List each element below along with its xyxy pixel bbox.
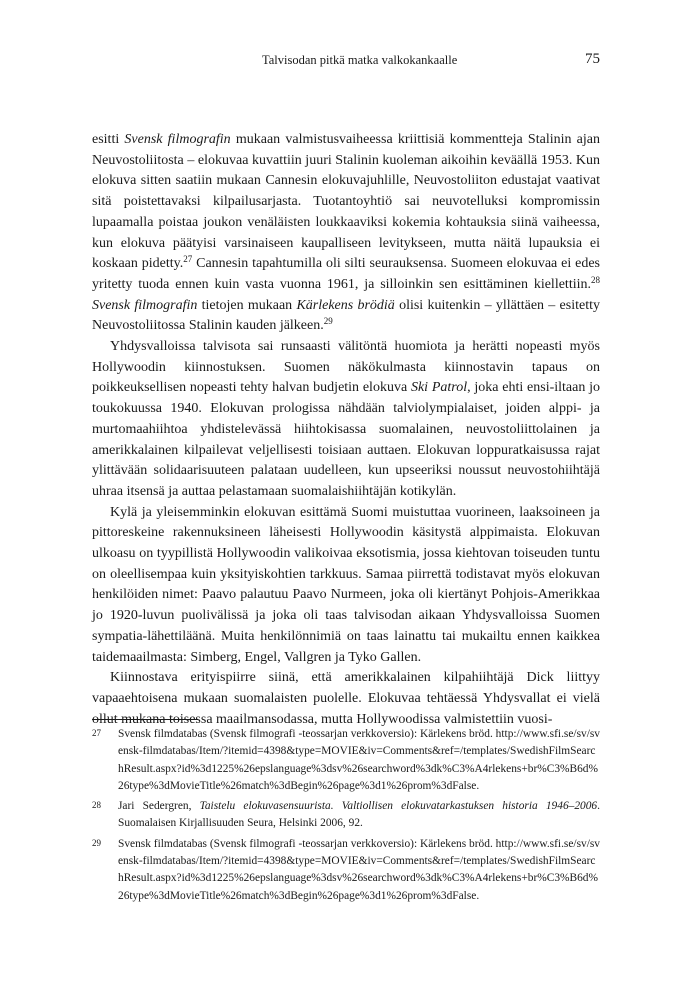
book-title-italic: Taistelu elokuvasensuurista. Valtiollisen elokuvatarkastuksen historia 1946–2006 <box>199 800 598 813</box>
footnote-ref-27: 27 <box>183 254 193 265</box>
text-run: , joka ehti ensi-iltaan jo toukokuussa 1940. Elokuvan prologissa nähdään talviolympialaiset, joiden alppi- ja murtomaahiihtoa yhdistelevässä hiihtokisassa suomalainen, neuvostoliittolainen ja amerikkalainen kilpailevat veljellisesti toisiaan auttaen. Elokuvan loppuratkaisussa rajat ylittävään solidaarisuuteen palataan uudelleen, kun upseeriksi noussut neuvostohiihtäjä uhraa itsensä ja auttaa pelastamaan suomalaishiihtäjän kotikylän. <box>92 380 601 499</box>
footnote-number: 28 <box>92 800 101 811</box>
footnote-number: 29 <box>92 837 101 848</box>
footnote-ref-29: 29 <box>323 316 333 327</box>
text-run: Jari Sedergren, <box>118 800 200 813</box>
footnote-text <box>118 798 600 833</box>
paragraph-3: Kylä ja yleisemminkin elokuvan esittämä Suomi muistuttaa vuorineen, laaksoineen ja pittoreskeine rakennuksineen läheisesti Hollywoodin käsitystä alppimaista. Elokuvan ulkoasu on tyypillistä Hollywoodin valikoivaa eksotismia, jossa kiehtovan toiseuden tuntu on oleellisempaa kuin yksityiskohtien tarkkuus. Samaa piirrettä todistavat myös elokuvan henkilöiden nimet: Paavo palautuu Paavo Nurmeen, joka oli kiertänyt Pohjois-Amerikkaa jo 1920-luvun puolivälissä ja joka oli taas talvisodan aikaan Yhdysvalloissa Suomen sympatia-lähettiläänä. Muita henkilönnimiä on taas lainattu tai mukailtu ennen kaikkea taidemaailmasta: Simberg, Engel, Vallgren ja Tyko Gallen. <box>92 504 600 665</box>
paragraph-2 <box>92 337 600 503</box>
footnote-29 <box>92 836 600 905</box>
text-run: Cannesin tapahtumilla oli silti seurauksensa. Suomeen elokuvaa ei edes yritetty tuoda ennen kuin vasta vuonna 1961, ja silloinkin sen esittäminen kiellettiin. <box>92 256 600 292</box>
paragraph-1 <box>92 130 600 337</box>
paragraph-4: Kiinnostava erityispiirre siinä, että amerikkalainen kilpahiihtäjä Dick liittyy vapaaehtoisena mukaan suomalaisten puolelle. Elokuvaa tehtäessä Yhdysvallat ei vielä ollut mukana toisessa maailmansodassa, mutta Hollywoodissa valmistettiin vuosi- <box>92 670 600 727</box>
footnote-number: 27 <box>92 728 101 738</box>
footnotes <box>92 726 600 908</box>
film-title-italic: Kärlekens brödiä <box>296 297 395 313</box>
title-italic: Svensk filmografin <box>92 297 198 313</box>
footnote-separator <box>92 719 198 720</box>
running-title: Talvisodan pitkä matka valkokankaalle <box>262 53 458 67</box>
text-run: Yhdysvalloissa talvisota sai runsaasti välitöntä huomiota ja herätti nopeasti myös Hollywoodin kiinnostuksen. Suomen näkökulmasta kiinnostavin tapaus on poikkeuksellisen nopeasti tehty halvan budjetin elokuva <box>92 339 600 396</box>
footnote-28 <box>92 798 600 833</box>
text-run: . Suomalaisen Kirjallisuuden Seura, Helsinki 2006, 92. <box>118 800 600 830</box>
text-run: tietojen mukaan <box>197 297 297 313</box>
footnote-27 <box>92 726 600 795</box>
film-title-italic: Ski Patrol <box>410 380 468 396</box>
body-text <box>92 130 600 730</box>
footnote-text: Svensk filmdatabas (Svensk filmografi -teossarjan verkkoversio): Kärlekens bröd. http://www.sfi.se/sv/svensk-filmdatabas/Item/?itemid=4398&type=MOVIE&iv=Comments&ref=/templates/SwedishFilmSearchResult.aspx?id%3d1225%26epslanguage%3dsv%26searchword%3dk%C3%A4rlekens+br%C3%B6d%26type%3dMovieTitle%26match%3dBegin%26page%3d1%26prom%3dFalse. <box>118 728 600 792</box>
text-run: mukaan valmistusvaiheessa kriittisiä kommentteja Stalinin ajan Neuvostoliitosta – elokuvaa kuvattiin juuri Stalinin kuoleman aikoihin keväällä 1953. Kun elokuva sitten saatiin mukaan Cannesin elokuvajuhlille, Neuvostoliiton edustajat vaativat sitä poistettavaksi kilpailusarjasta. Tuotantoyhtiö sai neuvotelluksi kompromissin lupaamalla poistaa joukon venäläisten loukkaaviksi kokemia kohtauksia siinä vaiheessa, kun elokuva päätyisi varsinaiseen kaupalliseen levitykseen, mutta näitä lupauksia ei koskaan pidetty. <box>92 132 600 272</box>
footnote-text: Svensk filmdatabas (Svensk filmografi -teossarjan verkkoversio): Kärlekens bröd. http://www.sfi.se/sv/svensk-filmdatabas/Item/?itemid=4398&type=MOVIE&iv=Comments&ref=/templates/SwedishFilmSearchResult.aspx?id%3d1225%26epslanguage%3dsv%26searchword%3dk%C3%A4rlekens+br%C3%B6d%26type%3dMovieTitle%26match%3dBegin%26page%3d1%26prom%3dFalse. <box>118 837 600 902</box>
text-run: esitti <box>92 132 125 147</box>
title-italic: Svensk filmografin <box>124 132 231 147</box>
footnote-ref-28: 28 <box>591 274 600 285</box>
text-run: olisi kuitenkin – yllättäen – esitetty Neuvostoliitossa Stalinin kauden jälkeen. <box>92 297 600 334</box>
page-number: 75 <box>585 51 600 67</box>
